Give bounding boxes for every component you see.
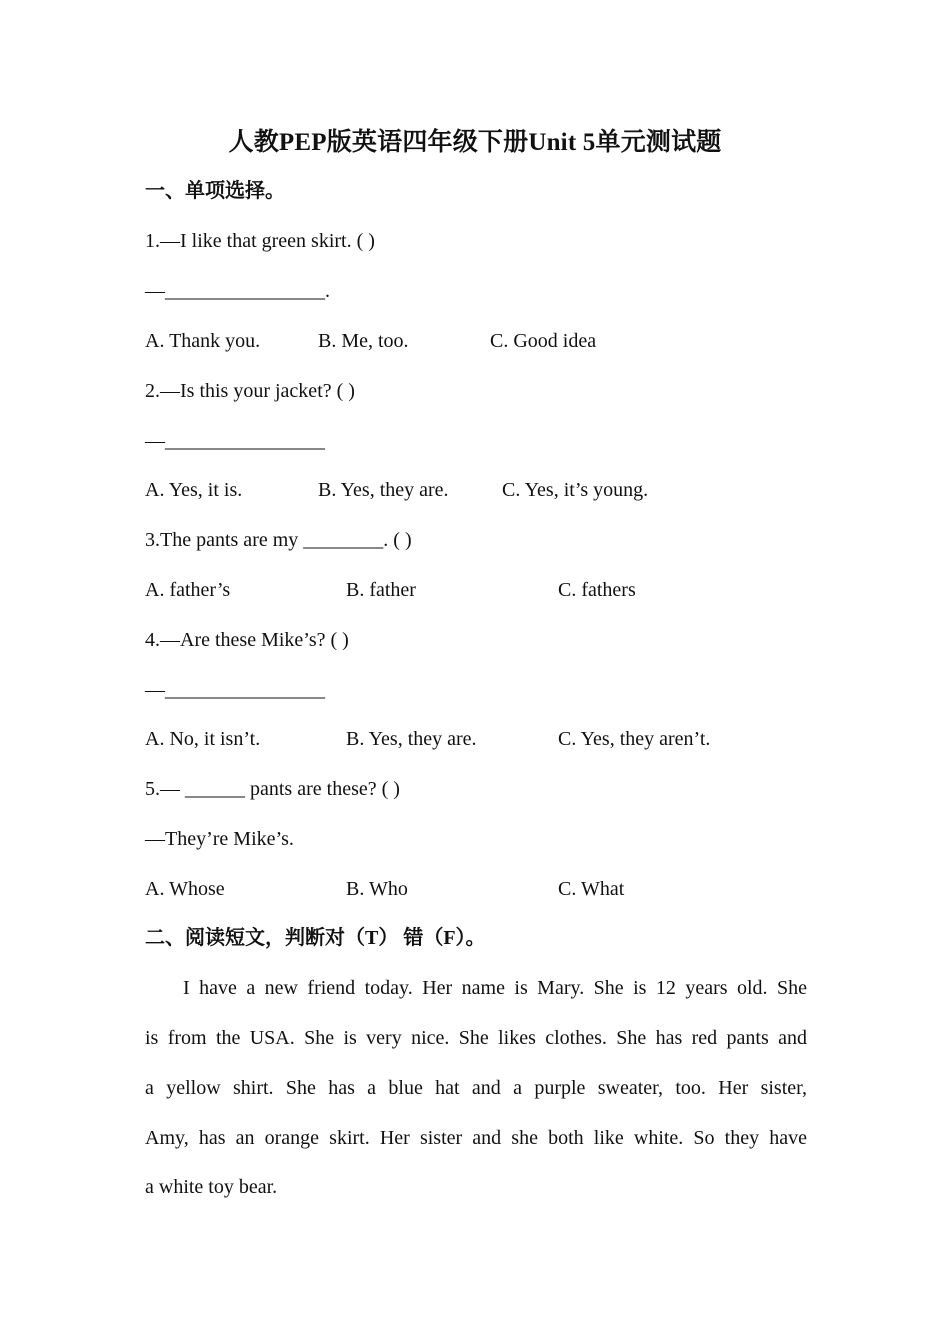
passage-line-4: Amy, has an orange skirt. Her sister and she both like white. So they have: [145, 1127, 807, 1149]
passage-line-2: is from the USA. She is very nice. She likes clothes. She has red pants and: [145, 1027, 807, 1049]
question-4-option-a: A. No, it isn’t.: [145, 728, 261, 750]
page-title: 人教PEP版英语四年级下册Unit 5单元测试题: [228, 129, 722, 156]
question-3-option-b: B. father: [346, 579, 416, 601]
question-5-option-a: A. Whose: [145, 878, 225, 900]
question-4-option-b: B. Yes, they are.: [346, 728, 477, 750]
question-2-option-a: A. Yes, it is.: [145, 479, 243, 501]
question-3-stem: 3.The pants are my ________. ( ): [145, 529, 412, 551]
question-2-stem: 2.—Is this your jacket? ( ): [145, 380, 355, 402]
question-1-stem: 1.—I like that green skirt. ( ): [145, 230, 375, 252]
question-4-option-c: C. Yes, they aren’t.: [558, 728, 711, 750]
question-4-answer-line: —________________: [145, 679, 325, 701]
question-3-option-a: A. father’s: [145, 579, 231, 601]
question-1-answer-line: —________________.: [145, 280, 330, 302]
question-5-stem: 5.— ______ pants are these? ( ): [145, 778, 400, 800]
question-1-option-a: A. Thank you.: [145, 330, 261, 352]
section-2-heading: 二、阅读短文，判断对（T） 错（F）。: [145, 927, 486, 949]
passage-line-1: I have a new friend today. Her name is Mary. She is 12 years old. She: [183, 977, 807, 999]
passage-line-5: a white toy bear.: [145, 1176, 278, 1198]
question-2-answer-line: —________________: [145, 430, 325, 452]
question-2-option-c: C. Yes, it’s young.: [502, 479, 649, 501]
question-4-stem: 4.—Are these Mike’s? ( ): [145, 629, 349, 651]
question-5-option-c: C. What: [558, 878, 625, 900]
question-2-option-b: B. Yes, they are.: [318, 479, 449, 501]
question-1-option-b: B. Me, too.: [318, 330, 409, 352]
question-3-option-c: C. fathers: [558, 579, 636, 601]
question-1-option-c: C. Good idea: [490, 330, 597, 352]
passage-line-3: a yellow shirt. She has a blue hat and a purple sweater, too. Her sister,: [145, 1077, 807, 1099]
section-1-heading: 一、单项选择。: [145, 180, 285, 202]
question-5-option-b: B. Who: [346, 878, 408, 900]
question-5-answer-line: —They’re Mike’s.: [145, 828, 294, 850]
